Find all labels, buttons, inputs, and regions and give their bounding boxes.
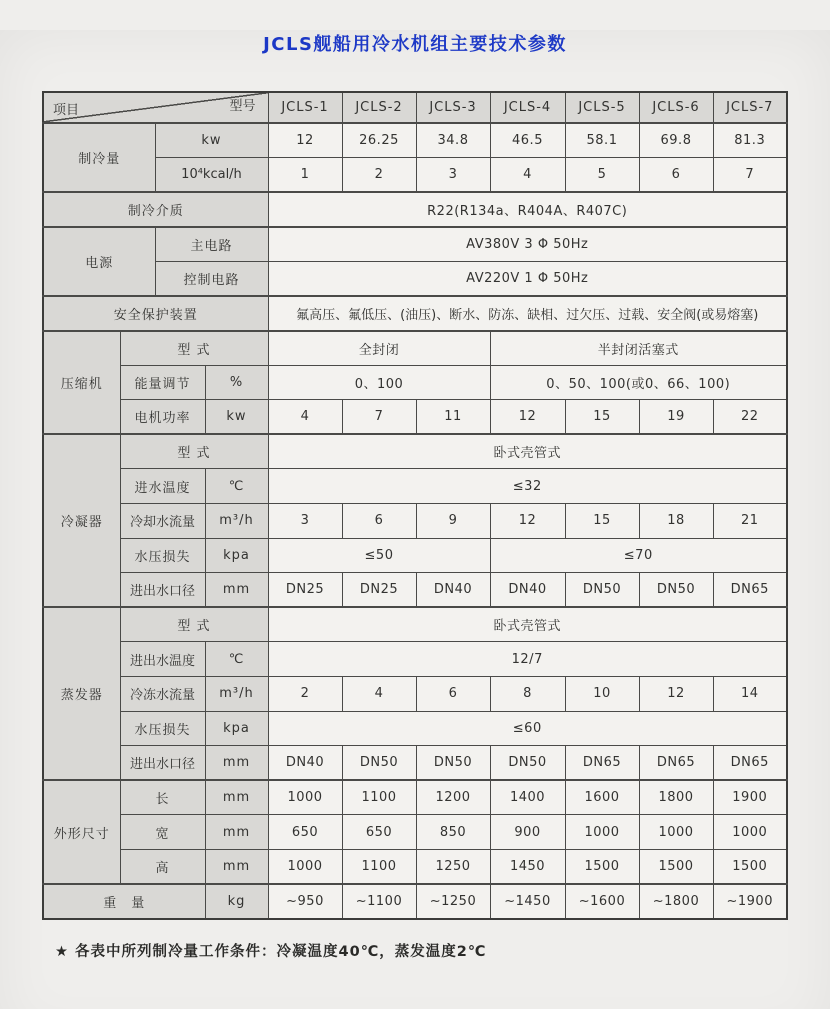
condenser-port-row — [43, 573, 787, 608]
row-label: 安全保护装置 — [43, 296, 268, 331]
row-label: 宽 — [120, 815, 205, 850]
value-cell: 6 — [416, 677, 490, 712]
row-label: 电机功率 — [120, 400, 205, 435]
value-cell: 1000 — [639, 815, 713, 850]
value-cell: 1100 — [342, 849, 416, 884]
row-label: 主电路 — [155, 227, 268, 262]
compressor-motor-row — [43, 400, 787, 435]
value-cell: 卧式壳管式 — [268, 607, 787, 642]
value-cell: 半封闭活塞式 — [490, 331, 787, 366]
value-cell: 12 — [268, 123, 342, 158]
value-cell: 全封闭 — [268, 331, 490, 366]
value-cell: 5 — [565, 158, 639, 193]
compressor-type-row — [43, 331, 787, 366]
unit-cell: mm — [205, 746, 268, 781]
value-cell: 46.5 — [490, 123, 565, 158]
cooling-kw-row — [43, 123, 787, 158]
group-label: 冷凝器 — [43, 434, 120, 607]
row-label: 冷冻水流量 — [120, 677, 205, 712]
item-axis-label: 项目 — [53, 103, 80, 118]
value-cell: DN40 — [268, 746, 342, 781]
value-cell: 6 — [639, 158, 713, 193]
unit-cell: kw — [155, 123, 268, 158]
row-label: 进出水温度 — [120, 642, 205, 677]
unit-cell: kpa — [205, 711, 268, 746]
row-label: 进出水口径 — [120, 573, 205, 608]
value-cell: 1000 — [268, 849, 342, 884]
value-cell: 1400 — [490, 780, 565, 815]
group-label: 电源 — [43, 227, 155, 296]
value-cell: DN40 — [416, 573, 490, 608]
value-cell: ≤70 — [490, 538, 787, 573]
group-label: 蒸发器 — [43, 607, 120, 780]
value-cell: DN50 — [639, 573, 713, 608]
value-cell: 12 — [490, 504, 565, 539]
value-cell: 650 — [268, 815, 342, 850]
value-cell: ~1100 — [342, 884, 416, 919]
group-label: 压缩机 — [43, 331, 120, 435]
value-cell: AV220V 1 Φ 50Hz — [268, 261, 787, 296]
value-cell: 21 — [713, 504, 787, 539]
unit-cell: mm — [205, 815, 268, 850]
value-cell: 12 — [490, 400, 565, 435]
page-title: JCLS舰船用冷水机组主要技术参数 — [263, 34, 567, 55]
value-cell: 1000 — [268, 780, 342, 815]
value-cell: 1000 — [565, 815, 639, 850]
dimension-height-row — [43, 849, 787, 884]
row-label: 型 式 — [120, 607, 268, 642]
value-cell: 1 — [268, 158, 342, 193]
value-cell: 14 — [713, 677, 787, 712]
value-cell: 15 — [565, 400, 639, 435]
value-cell: ~1450 — [490, 884, 565, 919]
unit-cell: kpa — [205, 538, 268, 573]
value-cell: 22 — [713, 400, 787, 435]
value-cell: 卧式壳管式 — [268, 434, 787, 469]
model-axis-label: 型号 — [229, 99, 256, 114]
value-cell: 11 — [416, 400, 490, 435]
value-cell: 1100 — [342, 780, 416, 815]
power-control-row — [43, 261, 787, 296]
model-header: JCLS-3 — [416, 92, 490, 123]
unit-cell: mm — [205, 573, 268, 608]
condenser-pressure-row — [43, 538, 787, 573]
group-label: 外形尺寸 — [43, 780, 120, 884]
value-cell: 7 — [713, 158, 787, 193]
value-cell: DN25 — [268, 573, 342, 608]
value-cell: 氟高压、氟低压、(油压)、断水、防冻、缺相、过欠压、过载、安全阀(或易熔塞) — [268, 296, 787, 331]
value-cell: 850 — [416, 815, 490, 850]
row-label: 进水温度 — [120, 469, 205, 504]
value-cell: 69.8 — [639, 123, 713, 158]
row-label: 水压损失 — [120, 538, 205, 573]
group-label: 制冷量 — [43, 123, 155, 192]
value-cell: 58.1 — [565, 123, 639, 158]
value-cell: 0、50、100(或0、66、100) — [490, 365, 787, 400]
value-cell: 19 — [639, 400, 713, 435]
value-cell: ≤32 — [268, 469, 787, 504]
value-cell: 1200 — [416, 780, 490, 815]
evaporator-flow-row — [43, 677, 787, 712]
value-cell: 8 — [490, 677, 565, 712]
cooling-kcal-row — [43, 158, 787, 193]
condenser-type-row — [43, 434, 787, 469]
value-cell: 1000 — [713, 815, 787, 850]
value-cell: 10 — [565, 677, 639, 712]
safety-row — [43, 296, 787, 331]
value-cell: 34.8 — [416, 123, 490, 158]
row-label: 重 量 — [43, 884, 205, 919]
evaporator-type-row — [43, 607, 787, 642]
value-cell: 1900 — [713, 780, 787, 815]
power-main-row — [43, 227, 787, 262]
value-cell: 4 — [268, 400, 342, 435]
value-cell: 1800 — [639, 780, 713, 815]
row-label: 控制电路 — [155, 261, 268, 296]
value-cell: ~950 — [268, 884, 342, 919]
value-cell: 650 — [342, 815, 416, 850]
value-cell: DN50 — [342, 746, 416, 781]
row-label: 冷却水流量 — [120, 504, 205, 539]
value-cell: 4 — [490, 158, 565, 193]
value-cell: 81.3 — [713, 123, 787, 158]
model-header: JCLS-2 — [342, 92, 416, 123]
value-cell: 18 — [639, 504, 713, 539]
row-label: 型 式 — [120, 434, 268, 469]
value-cell: 1500 — [639, 849, 713, 884]
value-cell: DN65 — [565, 746, 639, 781]
value-cell: 6 — [342, 504, 416, 539]
value-cell: 26.25 — [342, 123, 416, 158]
compressor-energy-row — [43, 365, 787, 400]
model-header: JCLS-6 — [639, 92, 713, 123]
value-cell: DN65 — [713, 573, 787, 608]
value-cell: DN40 — [490, 573, 565, 608]
unit-cell: kw — [205, 400, 268, 435]
unit-cell: m³/h — [205, 677, 268, 712]
row-label: 型 式 — [120, 331, 268, 366]
model-header: JCLS-1 — [268, 92, 342, 123]
value-cell: DN50 — [490, 746, 565, 781]
unit-cell: kg — [205, 884, 268, 919]
value-cell: 1250 — [416, 849, 490, 884]
footnote: ★ 各表中所列制冷量工作条件：冷凝温度40℃，蒸发温度2℃ — [55, 943, 487, 960]
row-label: 制冷介质 — [43, 192, 268, 227]
value-cell: DN65 — [713, 746, 787, 781]
unit-cell: 10⁴kcal/h — [155, 158, 268, 193]
row-label: 能量调节 — [120, 365, 205, 400]
value-cell: ~1250 — [416, 884, 490, 919]
value-cell: 3 — [416, 158, 490, 193]
unit-cell: mm — [205, 849, 268, 884]
value-cell: DN25 — [342, 573, 416, 608]
row-label: 长 — [120, 780, 205, 815]
condenser-inlet-row — [43, 469, 787, 504]
value-cell: ~1800 — [639, 884, 713, 919]
unit-cell: % — [205, 365, 268, 400]
unit-cell: mm — [205, 780, 268, 815]
evaporator-inlet-row — [43, 642, 787, 677]
value-cell: 7 — [342, 400, 416, 435]
value-cell: ≤50 — [268, 538, 490, 573]
unit-cell: ℃ — [205, 642, 268, 677]
value-cell: DN50 — [416, 746, 490, 781]
value-cell: 1500 — [713, 849, 787, 884]
value-cell: AV380V 3 Φ 50Hz — [268, 227, 787, 262]
value-cell: 2 — [268, 677, 342, 712]
refrigerant-row — [43, 192, 787, 227]
value-cell: 0、100 — [268, 365, 490, 400]
model-header: JCLS-5 — [565, 92, 639, 123]
value-cell: 1450 — [490, 849, 565, 884]
value-cell: 900 — [490, 815, 565, 850]
value-cell: ≤60 — [268, 711, 787, 746]
value-cell: R22(R134a、R404A、R407C) — [268, 192, 787, 227]
value-cell: 9 — [416, 504, 490, 539]
evaporator-port-row — [43, 746, 787, 781]
value-cell: 1500 — [565, 849, 639, 884]
row-label: 进出水口径 — [120, 746, 205, 781]
row-label: 水压损失 — [120, 711, 205, 746]
weight-row — [43, 884, 787, 919]
condenser-flow-row — [43, 504, 787, 539]
value-cell: 12 — [639, 677, 713, 712]
value-cell: 2 — [342, 158, 416, 193]
model-header: JCLS-7 — [713, 92, 787, 123]
dimension-length-row — [43, 780, 787, 815]
value-cell: 12/7 — [268, 642, 787, 677]
value-cell: ~1900 — [713, 884, 787, 919]
model-header: JCLS-4 — [490, 92, 565, 123]
dimension-width-row — [43, 815, 787, 850]
evaporator-pressure-row — [43, 711, 787, 746]
spec-table — [42, 91, 788, 920]
value-cell: 3 — [268, 504, 342, 539]
row-label: 高 — [120, 849, 205, 884]
value-cell: 4 — [342, 677, 416, 712]
value-cell: DN65 — [639, 746, 713, 781]
value-cell: 15 — [565, 504, 639, 539]
value-cell: DN50 — [565, 573, 639, 608]
value-cell: ~1600 — [565, 884, 639, 919]
unit-cell: ℃ — [205, 469, 268, 504]
unit-cell: m³/h — [205, 504, 268, 539]
diagonal-header-cell — [43, 92, 268, 123]
table-header-row — [43, 92, 787, 123]
value-cell: 1600 — [565, 780, 639, 815]
